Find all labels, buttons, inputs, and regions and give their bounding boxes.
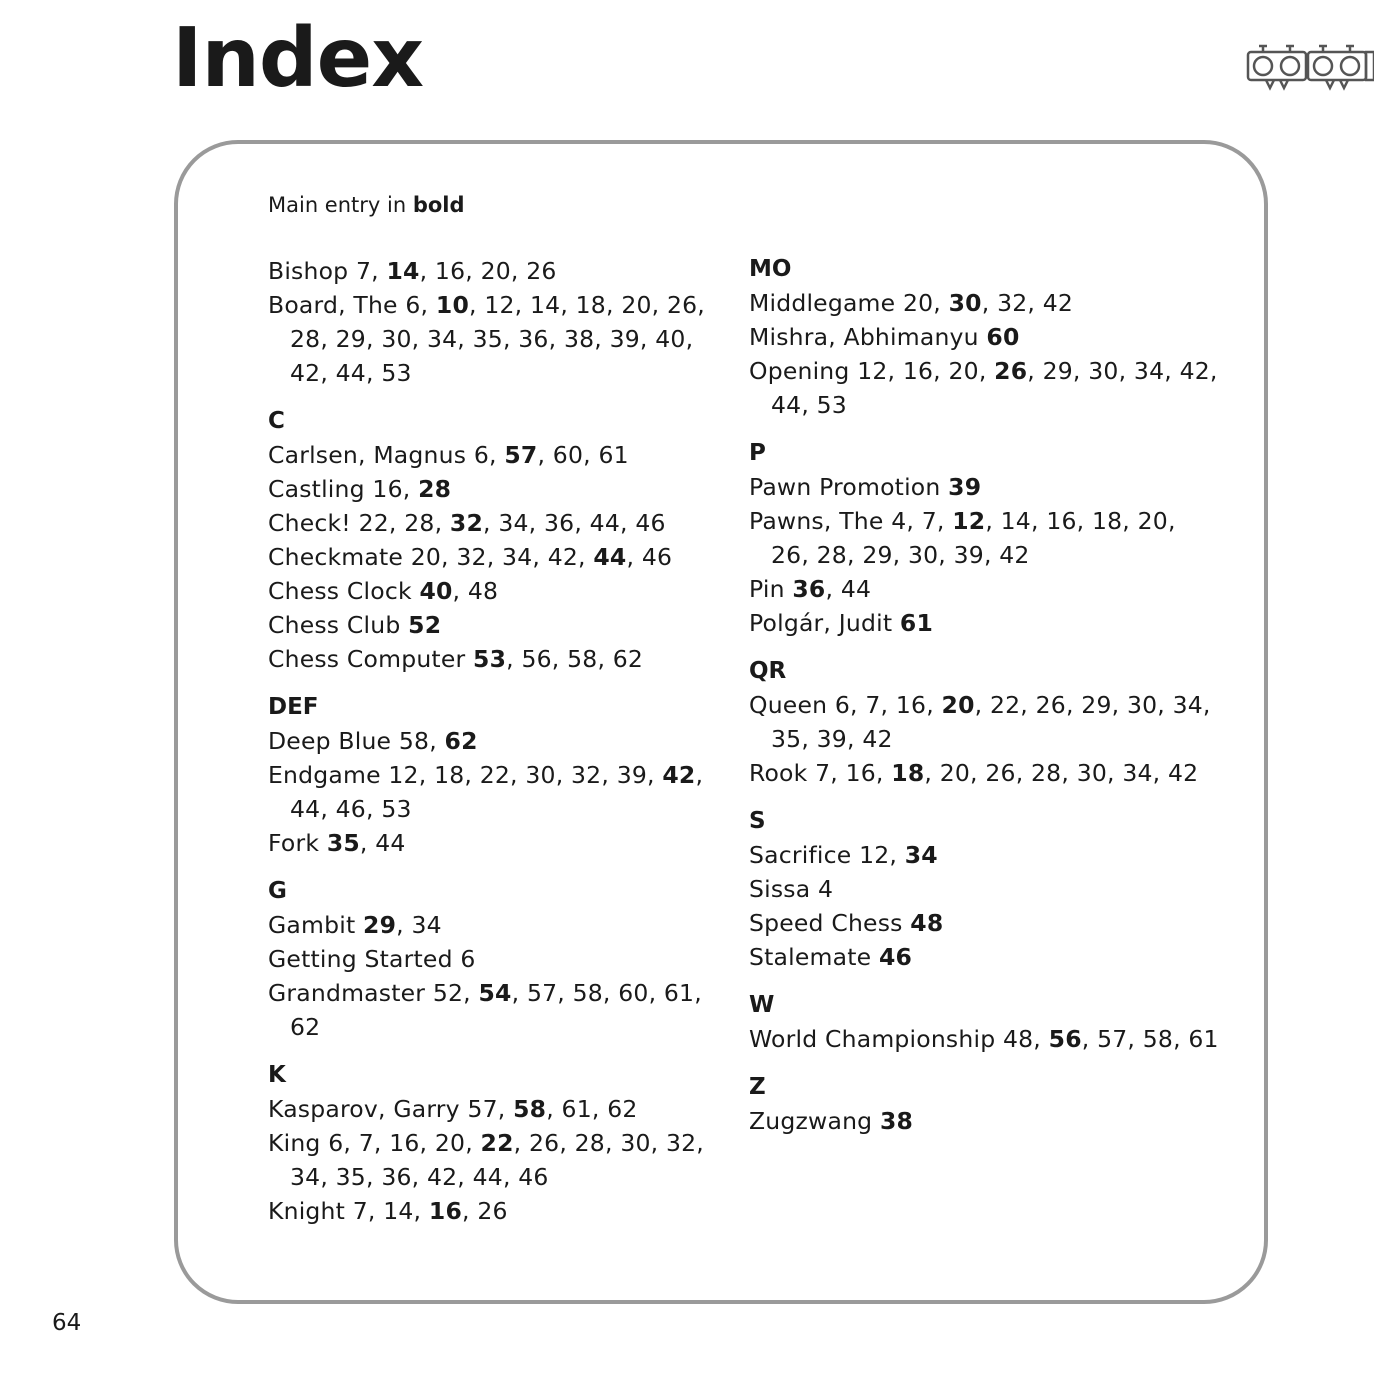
index-group — [749, 1070, 1219, 1138]
index-entry: Check! 22, 28, 32, 34, 36, 44, 46 — [268, 509, 666, 537]
index-term: Chess Club — [268, 611, 401, 639]
index-entry: Fork 35, 44 — [268, 829, 406, 857]
index-term: Speed Chess — [749, 909, 903, 937]
page-ref: 6 — [834, 691, 851, 719]
page-ref: 29 — [862, 541, 893, 569]
page-ref: 38 — [563, 325, 595, 353]
page-ref: 62 — [607, 1095, 638, 1123]
main-page-ref: 54 — [478, 979, 512, 1007]
index-entry — [749, 1104, 1219, 1138]
main-page-ref: 38 — [879, 1107, 914, 1135]
index-entry: Opening 12, 16, 20, 26, 29, 30, 34, 42, 44, 53 — [749, 357, 1218, 419]
page-ref: 29 — [335, 325, 366, 353]
page-ref: 44 — [589, 509, 620, 537]
index-term: Pin — [749, 575, 785, 603]
page-ref: 29 — [1042, 357, 1073, 385]
page-ref: 28 — [404, 509, 435, 537]
page-ref: 12 — [388, 761, 419, 789]
page-ref: 26 — [526, 257, 557, 285]
page-ref: 48 — [467, 577, 499, 605]
index-entry: Queen 6, 7, 16, 20, 22, 26, 29, 30, 34, 35, 39, 42 — [749, 691, 1211, 753]
index-letter-heading: P — [749, 440, 766, 466]
index-entry: Middlegame 20, 30, 32, 42 — [749, 289, 1074, 317]
main-page-ref: 12 — [952, 507, 986, 535]
index-term: Bishop — [268, 257, 349, 285]
index-term: Stalemate — [749, 943, 872, 971]
main-page-ref: 36 — [792, 575, 826, 603]
index-letter-heading: G — [268, 878, 287, 904]
index-term: Chess Clock — [268, 577, 412, 605]
index-term: Castling — [268, 475, 365, 503]
index-term: Middlegame — [749, 289, 896, 317]
page-ref: 30 — [381, 325, 412, 353]
index-group — [268, 690, 738, 860]
index-entry: Kasparov, Garry 57, 58, 61, 62 — [268, 1095, 638, 1123]
page-ref: 20 — [948, 357, 979, 385]
page-ref: 7 — [921, 507, 937, 535]
index-entry: World Championship 48, 56, 57, 58, 61 — [749, 1025, 1219, 1053]
index-term: Fork — [268, 829, 320, 857]
page-ref: 46 — [335, 795, 366, 823]
index-term: Check! — [268, 509, 351, 537]
page-ref: 46 — [635, 509, 666, 537]
main-page-ref: 61 — [899, 609, 934, 637]
page-ref: 28 — [816, 541, 847, 569]
page-ref: 32 — [665, 1129, 697, 1157]
page-number: 64 — [52, 1310, 82, 1336]
index-entry: King 6, 7, 16, 20, 22, 26, 28, 30, 32, 34, 35, 36, 42, 44, 46 — [268, 1129, 704, 1191]
page-ref: 16 — [389, 1129, 420, 1157]
index-term: Queen — [749, 691, 828, 719]
index-group — [749, 436, 1219, 640]
page-ref: 44 — [375, 829, 406, 857]
page-ref: 7 — [865, 691, 881, 719]
main-page-ref: 60 — [986, 323, 1020, 351]
index-entry: Endgame 12, 18, 22, 30, 32, 39, 42, 44, 46, 53 — [268, 761, 704, 823]
page-ref: 34 — [290, 1163, 321, 1191]
page-ref: 53 — [381, 359, 412, 387]
page-ref: 44 — [771, 391, 802, 419]
index-term: World Championship — [749, 1025, 996, 1053]
page-ref: 18 — [434, 761, 465, 789]
index-column-right — [749, 252, 1219, 1152]
page-ref: 26 — [529, 1129, 560, 1157]
index-letter-heading: K — [268, 1062, 286, 1088]
page-ref: 26 — [1035, 691, 1066, 719]
index-entry — [749, 470, 1219, 504]
main-page-ref: 32 — [449, 509, 484, 537]
page-ref: 40 — [655, 325, 686, 353]
page-ref: 34 — [1133, 357, 1165, 385]
page-ref: 18 — [1091, 507, 1123, 535]
page-ref: 61 — [1188, 1025, 1219, 1053]
page-ref: 46 — [518, 1163, 549, 1191]
main-page-ref: 58 — [513, 1095, 547, 1123]
index-letter-heading: DEF — [268, 694, 319, 720]
index-entry — [749, 940, 1219, 974]
index-group — [268, 254, 738, 390]
page-ref: 6 — [460, 945, 476, 973]
index-entry — [268, 942, 738, 976]
index-term: Deep Blue — [268, 727, 392, 755]
page-ref: 6 — [328, 1129, 344, 1157]
page-ref: 39 — [609, 325, 640, 353]
page-ref: 34 — [1122, 759, 1153, 787]
page-ref: 20 — [621, 291, 652, 319]
page-ref: 22 — [989, 691, 1021, 719]
main-page-ref: 26 — [994, 357, 1028, 385]
page-ref: 44 — [335, 359, 366, 387]
page-ref: 53 — [816, 391, 847, 419]
main-page-ref: 52 — [408, 611, 442, 639]
page-ref: 46 — [641, 543, 673, 571]
index-term: Grandmaster — [268, 979, 426, 1007]
index-entry: Bishop 7, 14, 16, 20, 26 — [268, 257, 557, 285]
main-page-ref: 14 — [386, 257, 420, 285]
page-ref: 42 — [862, 725, 893, 753]
index-entry — [749, 906, 1219, 940]
page-ref: 60 — [552, 441, 584, 469]
index-group — [749, 988, 1219, 1056]
index-term: Mishra, Abhimanyu — [749, 323, 979, 351]
page-ref: 14 — [383, 1197, 414, 1225]
index-term: Checkmate — [268, 543, 404, 571]
index-entry — [749, 606, 1219, 640]
page-ref: 61 — [561, 1095, 592, 1123]
page-ref: 4 — [891, 507, 907, 535]
page-ref: 62 — [612, 645, 644, 673]
page-ref: 20 — [480, 257, 511, 285]
index-entry: Deep Blue 58, 62 — [268, 727, 478, 755]
index-term: Sissa — [749, 875, 811, 903]
page-ref: 28 — [290, 325, 321, 353]
page-ref: 20 — [434, 1129, 466, 1157]
page-ref: 57 — [526, 979, 558, 1007]
main-page-ref: 56 — [1048, 1025, 1082, 1053]
index-entry: Pin 36, 44 — [749, 575, 872, 603]
page-ref: 57 — [467, 1095, 498, 1123]
index-group — [268, 404, 738, 676]
index-entry — [749, 872, 1219, 906]
page-ref: 20 — [939, 759, 971, 787]
page-ref: 4 — [818, 875, 834, 903]
page-ref: 30 — [1126, 691, 1158, 719]
index-entry — [268, 608, 738, 642]
main-page-ref: 44 — [593, 543, 627, 571]
page-ref: 7 — [352, 1197, 368, 1225]
index-group — [268, 874, 738, 1044]
main-page-ref: 18 — [891, 759, 925, 787]
page-ref: 35 — [335, 1163, 366, 1191]
page-title: Index — [172, 11, 424, 106]
page-ref: 16 — [902, 357, 934, 385]
index-entry: Pawns, The 4, 7, 12, 14, 16, 18, 20, 26, 28, 29, 30, 39, 42 — [749, 507, 1176, 569]
page-ref: 44 — [840, 575, 872, 603]
index-letter-heading: QR — [749, 658, 787, 684]
main-page-ref: 40 — [419, 577, 453, 605]
index-term: Getting Started — [268, 945, 453, 973]
page-ref: 26 — [985, 759, 1016, 787]
main-page-ref: 30 — [948, 289, 982, 317]
page-ref: 62 — [290, 1013, 321, 1041]
index-group — [749, 654, 1219, 790]
main-page-ref: 42 — [662, 761, 696, 789]
main-page-ref: 10 — [435, 291, 469, 319]
page-ref: 32 — [456, 543, 487, 571]
index-entry: Carlsen, Magnus 6, 57, 60, 61 — [268, 441, 629, 469]
main-page-ref: 39 — [948, 473, 982, 501]
page-ref: 16 — [372, 475, 403, 503]
page-ref: 16 — [434, 257, 466, 285]
index-term: Sacrifice — [749, 841, 852, 869]
page-ref: 42 — [426, 1163, 458, 1191]
index-term: Chess Computer — [268, 645, 466, 673]
index-term: Opening — [749, 357, 850, 385]
index-letter-heading: W — [749, 992, 775, 1018]
page-ref: 56 — [521, 645, 552, 673]
page-ref: 35 — [771, 725, 802, 753]
page-ref: 28 — [1031, 759, 1062, 787]
main-page-ref: 34 — [904, 841, 938, 869]
index-entry: Castling 16, 28 — [268, 475, 452, 503]
page-ref: 6 — [473, 441, 489, 469]
index-entry: Chess Computer 53, 56, 58, 62 — [268, 645, 644, 673]
main-page-ref: 28 — [418, 475, 452, 503]
page-ref: 28 — [574, 1129, 605, 1157]
index-entry: Grandmaster 52, 54, 57, 58, 60, 61, 62 — [268, 979, 702, 1041]
index-term: Pawns, The — [749, 507, 884, 535]
index-term: Gambit — [268, 911, 356, 939]
page-ref: 58 — [572, 979, 603, 1007]
page-ref: 20 — [1137, 507, 1168, 535]
page-ref: 48 — [1002, 1025, 1034, 1053]
legend-bold-word: bold — [412, 193, 465, 217]
page-ref: 42 — [1042, 289, 1074, 317]
page-ref: 22 — [479, 761, 511, 789]
page-ref: 39 — [953, 541, 984, 569]
page-ref: 12 — [857, 357, 888, 385]
page-ref: 18 — [575, 291, 606, 319]
index-term: Kasparov, Garry — [268, 1095, 460, 1123]
index-term: Endgame — [268, 761, 381, 789]
page-ref: 42 — [547, 543, 579, 571]
page-ref: 20 — [410, 543, 442, 571]
main-page-ref: 29 — [363, 911, 397, 939]
main-page-ref: 35 — [326, 829, 360, 857]
page-ref: 61 — [598, 441, 629, 469]
page-ref: 32 — [997, 289, 1028, 317]
page-ref: 14 — [1000, 507, 1031, 535]
main-page-ref: 57 — [504, 441, 538, 469]
legend-text: Main entry in — [268, 193, 407, 217]
index-entry — [749, 320, 1219, 354]
index-term: King — [268, 1129, 321, 1157]
bold-legend — [268, 193, 465, 217]
page-ref: 39 — [616, 761, 647, 789]
page-ref: 30 — [1076, 759, 1107, 787]
page-ref: 26 — [666, 291, 698, 319]
page-ref: 30 — [907, 541, 939, 569]
main-page-ref: 53 — [473, 645, 507, 673]
index-term: Carlsen, Magnus — [268, 441, 467, 469]
page-ref: 42 — [1168, 759, 1199, 787]
page-ref: 42 — [290, 359, 321, 387]
main-page-ref: 48 — [910, 909, 944, 937]
page-ref: 42 — [1179, 357, 1210, 385]
page-ref: 34 — [1172, 691, 1203, 719]
chess-clocks-icon — [1246, 42, 1374, 92]
index-letter-heading: Z — [749, 1074, 766, 1100]
index-letter-heading: C — [268, 408, 285, 434]
page-ref: 60 — [618, 979, 649, 1007]
page-ref: 35 — [472, 325, 503, 353]
page-ref: 58 — [1142, 1025, 1174, 1053]
page-ref: 34 — [498, 509, 529, 537]
index-term: Knight — [268, 1197, 346, 1225]
index-term: Polgár, Judit — [749, 609, 893, 637]
page-ref: 36 — [544, 509, 575, 537]
index-letter-heading: MO — [749, 256, 792, 282]
page-ref: 26 — [477, 1197, 508, 1225]
index-group — [749, 804, 1219, 974]
page-ref: 32 — [571, 761, 602, 789]
page-ref: 61 — [663, 979, 695, 1007]
page-ref: 44 — [290, 795, 321, 823]
page-ref: 12 — [859, 841, 890, 869]
page-ref: 7 — [358, 1129, 374, 1157]
index-term: Board, The — [268, 291, 398, 319]
index-term: Zugzwang — [749, 1107, 873, 1135]
page-ref: 22 — [358, 509, 389, 537]
page-ref: 58 — [567, 645, 598, 673]
page-ref: 30 — [620, 1129, 651, 1157]
index-entry: Checkmate 20, 32, 34, 42, 44, 46 — [268, 543, 673, 571]
page-ref: 7 — [355, 257, 372, 285]
main-page-ref: 20 — [941, 691, 975, 719]
page-ref: 30 — [1088, 357, 1119, 385]
page-ref: 44 — [472, 1163, 503, 1191]
page-ref: 16 — [845, 759, 876, 787]
index-entry: Chess Clock 40, 48 — [268, 577, 499, 605]
page-ref: 16 — [1046, 507, 1077, 535]
page-ref: 39 — [816, 725, 847, 753]
main-page-ref: 16 — [428, 1197, 462, 1225]
index-entry: Rook 7, 16, 18, 20, 26, 28, 30, 34, 42 — [749, 759, 1199, 787]
page-ref: 29 — [1081, 691, 1112, 719]
index-entry: Knight 7, 14, 16, 26 — [268, 1197, 508, 1225]
page-ref: 42 — [999, 541, 1030, 569]
page-ref: 6 — [405, 291, 421, 319]
page-ref: 7 — [815, 759, 831, 787]
page-ref: 14 — [530, 291, 561, 319]
page-ref: 36 — [381, 1163, 412, 1191]
page-ref: 52 — [432, 979, 464, 1007]
page-ref: 36 — [518, 325, 549, 353]
index-entry: Gambit 29, 34 — [268, 911, 442, 939]
page-ref: 16 — [895, 691, 927, 719]
page-ref: 57 — [1097, 1025, 1128, 1053]
main-page-ref: 62 — [444, 727, 478, 755]
index-entry: Sacrifice 12, 34 — [749, 841, 938, 869]
index-letter-heading: S — [749, 808, 766, 834]
page-ref: 20 — [902, 289, 934, 317]
page-ref: 53 — [381, 795, 412, 823]
page-ref: 26 — [771, 541, 802, 569]
index-column-left — [268, 254, 738, 1242]
index-term: Pawn Promotion — [749, 473, 941, 501]
page-ref: 58 — [398, 727, 430, 755]
main-page-ref: 46 — [878, 943, 913, 971]
index-group — [749, 252, 1219, 422]
main-page-ref: 22 — [480, 1129, 514, 1157]
index-term: Rook — [749, 759, 808, 787]
index-group — [268, 1058, 738, 1228]
page-ref: 34 — [426, 325, 458, 353]
index-entry: Board, The 6, 10, 12, 14, 18, 20, 26, 28, 29, 30, 34, 35, 36, 38, 39, 40, 42, 44, 53 — [268, 291, 705, 387]
page-ref: 30 — [525, 761, 556, 789]
page-ref: 34 — [502, 543, 533, 571]
page-ref: 34 — [411, 911, 442, 939]
page-ref: 12 — [484, 291, 515, 319]
